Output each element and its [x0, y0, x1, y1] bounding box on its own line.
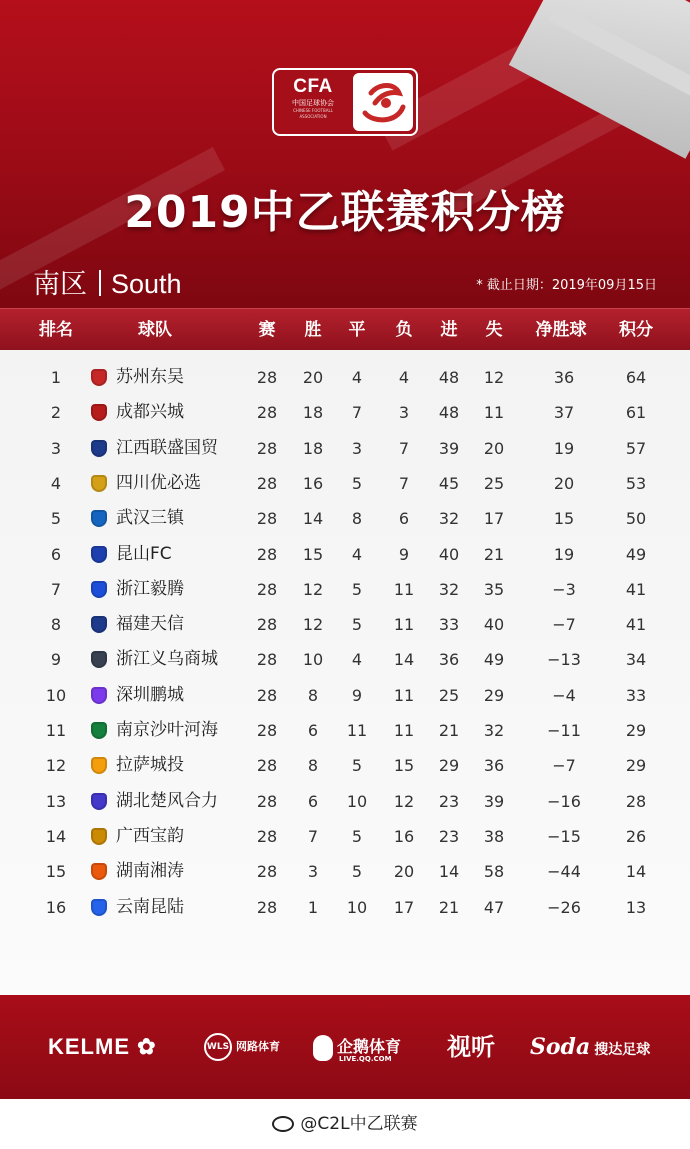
cell-drawn: 3 [351, 438, 363, 458]
cell-gd: −3 [552, 579, 576, 599]
team-name: 广西宝韵 [116, 825, 184, 846]
cell-played: 28 [256, 509, 278, 529]
cell-ga: 47 [483, 897, 505, 917]
cell-drawn: 10 [346, 791, 368, 811]
cell-pts: 53 [625, 473, 647, 493]
cell-played: 28 [256, 615, 278, 635]
cell-gf: 23 [438, 826, 460, 846]
cell-gf: 33 [438, 615, 460, 635]
team-name: 四川优必选 [116, 472, 201, 493]
team-crest-icon [91, 369, 107, 386]
cell-played: 28 [256, 685, 278, 705]
cell-rank: 14 [45, 826, 67, 846]
cell-won: 10 [302, 650, 324, 670]
cell-gf: 48 [438, 403, 460, 423]
cell-ga: 35 [483, 579, 505, 599]
cell-won: 16 [302, 473, 324, 493]
cell-drawn: 5 [351, 579, 363, 599]
col-rank: 排名 [39, 320, 73, 340]
cell-gd: −13 [547, 650, 581, 670]
cell-drawn: 11 [346, 721, 368, 740]
cell-pts: 41 [625, 615, 647, 635]
cell-pts: 41 [625, 579, 647, 599]
cell-lost: 11 [393, 579, 415, 599]
cell-ga: 12 [483, 368, 505, 387]
team-crest-icon [91, 475, 107, 492]
cell-played: 28 [256, 897, 278, 917]
cell-ga: 38 [483, 826, 505, 846]
cutoff-date: * 截止日期：2019年09月15日 [476, 278, 657, 293]
cell-played: 28 [256, 368, 278, 387]
cell-gd: 37 [553, 403, 575, 423]
cell-won: 15 [302, 544, 324, 564]
cell-gf: 14 [438, 862, 460, 882]
cell-gd: −16 [547, 791, 581, 811]
cell-drawn: 5 [351, 826, 363, 846]
cell-pts: 13 [625, 897, 647, 917]
col-drawn: 平 [348, 320, 366, 340]
table-row [0, 642, 690, 677]
col-played: 赛 [258, 320, 276, 340]
team-name: 昆山FC [116, 543, 172, 564]
cell-gf: 21 [438, 721, 460, 740]
cell-won: 7 [307, 826, 319, 846]
col-gf: 进 [440, 320, 458, 340]
cell-ga: 49 [483, 650, 505, 670]
cell-lost: 16 [393, 826, 415, 846]
team-name: 江西联盛国贸 [116, 437, 218, 458]
cell-gf: 32 [438, 509, 460, 529]
cell-played: 28 [256, 544, 278, 564]
team-crest-icon [91, 510, 107, 527]
cell-ga: 25 [483, 473, 505, 493]
team-name: 福建天信 [116, 614, 184, 635]
cell-pts: 49 [625, 544, 647, 564]
cell-lost: 3 [398, 403, 410, 423]
team-crest-icon [91, 757, 107, 774]
table-row [0, 678, 690, 713]
qq-sports-logo: 企鹅体育 LIVE.QQ.COM [313, 995, 401, 1099]
cell-played: 28 [256, 438, 278, 458]
region-en: South [111, 269, 182, 299]
wls-logo: WLS 网路体育 [204, 995, 280, 1099]
cell-played: 28 [256, 473, 278, 493]
team-name: 拉萨城投 [116, 755, 184, 776]
cell-played: 28 [256, 721, 278, 740]
team-crest-icon [91, 404, 107, 421]
cell-played: 28 [256, 862, 278, 882]
cell-ga: 32 [483, 721, 505, 740]
cell-rank: 16 [45, 897, 67, 917]
cell-lost: 15 [393, 756, 415, 776]
col-pts: 积分 [619, 320, 653, 340]
cell-gd: −7 [552, 615, 576, 635]
cell-played: 28 [256, 756, 278, 776]
cell-lost: 11 [393, 615, 415, 635]
cell-drawn: 8 [351, 509, 363, 529]
team-name: 云南昆陆 [116, 896, 184, 917]
cell-rank: 10 [45, 685, 67, 705]
cell-lost: 7 [398, 438, 410, 458]
team-crest-icon [91, 687, 107, 704]
team-crest-icon [91, 828, 107, 845]
cell-pts: 34 [625, 650, 647, 670]
weibo-icon [272, 1116, 294, 1132]
penguin-icon [313, 1035, 333, 1061]
cell-ga: 11 [483, 403, 505, 423]
cell-won: 8 [307, 756, 319, 776]
table-row [0, 854, 690, 889]
cell-gf: 23 [438, 791, 460, 811]
table-row [0, 819, 690, 854]
col-gd: 净胜球 [535, 320, 587, 340]
col-team: 球队 [138, 320, 172, 340]
table-row [0, 572, 690, 607]
cell-gd: 19 [553, 544, 575, 564]
cell-drawn: 5 [351, 756, 363, 776]
cell-won: 18 [302, 438, 324, 458]
col-won: 胜 [304, 320, 322, 340]
cell-gf: 25 [438, 685, 460, 705]
cell-drawn: 4 [351, 650, 363, 670]
cell-rank: 2 [50, 403, 62, 423]
cell-ga: 21 [483, 544, 505, 564]
cell-pts: 29 [625, 756, 647, 776]
cell-gd: −7 [552, 756, 576, 776]
team-name: 深圳鹏城 [116, 684, 184, 705]
league-emblem-icon [353, 73, 413, 131]
cell-gd: −15 [547, 826, 581, 846]
cell-lost: 17 [393, 897, 415, 917]
cell-won: 8 [307, 685, 319, 705]
team-name: 苏州东吴 [116, 367, 184, 387]
cell-pts: 29 [625, 721, 647, 740]
cell-played: 28 [256, 826, 278, 846]
cell-pts: 28 [625, 791, 647, 811]
team-crest-icon [91, 546, 107, 563]
cell-ga: 39 [483, 791, 505, 811]
cfa-logo: CFA 中国足球协会 CHINESE FOOTBALL ASSOCIATION [272, 68, 418, 136]
cell-won: 18 [302, 403, 324, 423]
cell-played: 28 [256, 791, 278, 811]
cell-lost: 12 [393, 791, 415, 811]
cell-won: 12 [302, 615, 324, 635]
cell-gd: 19 [553, 438, 575, 458]
cell-gf: 32 [438, 579, 460, 599]
cell-drawn: 7 [351, 403, 363, 423]
cell-lost: 7 [398, 473, 410, 493]
cell-rank: 9 [50, 650, 62, 670]
cell-rank: 8 [50, 615, 62, 635]
standings-table [0, 350, 690, 995]
team-crest-icon [91, 899, 107, 916]
cell-gf: 36 [438, 650, 460, 670]
sponsor-bar [0, 995, 690, 1099]
cell-ga: 40 [483, 615, 505, 635]
cell-gf: 39 [438, 438, 460, 458]
team-name: 南京沙叶河海 [116, 720, 218, 740]
cell-rank: 3 [50, 438, 62, 458]
team-crest-icon [91, 863, 107, 880]
cell-drawn: 5 [351, 615, 363, 635]
soda-logo: Soda 搜达足球 [530, 1034, 651, 1060]
cell-gf: 29 [438, 756, 460, 776]
cell-rank: 11 [45, 721, 67, 740]
cell-played: 28 [256, 579, 278, 599]
cell-ga: 29 [483, 685, 505, 705]
weibo-handle: @C2L中乙联赛 [0, 1099, 690, 1149]
cell-gf: 45 [438, 473, 460, 493]
cell-ga: 17 [483, 509, 505, 529]
cell-lost: 20 [393, 862, 415, 882]
cell-played: 28 [256, 403, 278, 423]
table-row [0, 890, 690, 925]
team-name: 武汉三镇 [116, 508, 184, 529]
table-row [0, 431, 690, 466]
cell-pts: 50 [625, 509, 647, 529]
cell-pts: 64 [625, 368, 647, 387]
cell-gf: 48 [438, 368, 460, 387]
header-banner [0, 0, 690, 308]
table-row [0, 466, 690, 501]
cell-won: 12 [302, 579, 324, 599]
cell-ga: 20 [483, 438, 505, 458]
table-row [0, 713, 690, 748]
team-name: 成都兴城 [116, 402, 184, 423]
cell-pts: 33 [625, 685, 647, 705]
cell-won: 20 [302, 368, 324, 387]
paw-icon: ✿ [137, 1034, 157, 1059]
cell-lost: 4 [398, 368, 410, 387]
cell-gf: 40 [438, 544, 460, 564]
cell-lost: 6 [398, 509, 410, 529]
page-title: 2019中乙联赛积分榜 [124, 187, 566, 238]
team-crest-icon [91, 651, 107, 668]
team-crest-icon [91, 793, 107, 810]
col-lost: 负 [395, 320, 413, 340]
team-name: 浙江毅腾 [116, 578, 184, 599]
cell-lost: 11 [393, 685, 415, 705]
cell-won: 3 [307, 862, 319, 882]
cell-pts: 57 [625, 438, 647, 458]
table-row [0, 395, 690, 430]
cell-won: 14 [302, 509, 324, 529]
region-cn: 南区 [33, 269, 87, 299]
table-row [0, 607, 690, 642]
cell-gd: 15 [553, 509, 575, 529]
cell-won: 6 [307, 791, 319, 811]
cell-ga: 36 [483, 756, 505, 776]
cell-lost: 14 [393, 650, 415, 670]
cell-drawn: 4 [351, 544, 363, 564]
cell-rank: 4 [50, 473, 62, 493]
table-header [0, 308, 690, 351]
team-crest-icon [91, 440, 107, 457]
cell-drawn: 4 [351, 368, 363, 387]
cell-won: 6 [307, 721, 319, 740]
cell-rank: 13 [45, 791, 67, 811]
cell-gd: −26 [547, 897, 581, 917]
cell-pts: 14 [625, 862, 647, 882]
table-row [0, 748, 690, 783]
table-row [0, 537, 690, 572]
table-row [0, 784, 690, 819]
col-ga: 失 [485, 320, 503, 340]
cell-rank: 15 [45, 862, 67, 882]
team-crest-icon [91, 616, 107, 633]
cell-ga: 58 [483, 862, 505, 882]
cell-lost: 11 [393, 721, 415, 740]
cell-won: 1 [307, 897, 319, 917]
kelme-logo: KELME ✿ [48, 1034, 157, 1059]
cell-gf: 21 [438, 897, 460, 917]
team-crest-icon [91, 581, 107, 598]
cell-drawn: 5 [351, 862, 363, 882]
cell-pts: 26 [625, 826, 647, 846]
cell-gd: 20 [553, 473, 575, 493]
cell-pts: 61 [625, 403, 647, 423]
cell-drawn: 9 [351, 685, 363, 705]
cell-rank: 1 [50, 368, 62, 387]
cell-rank: 6 [50, 544, 62, 564]
cell-drawn: 5 [351, 473, 363, 493]
cell-rank: 12 [45, 756, 67, 776]
cell-gd: −44 [547, 862, 581, 882]
team-name: 湖北楚风合力 [116, 790, 218, 811]
cell-rank: 7 [50, 579, 62, 599]
team-name: 湖南湘涛 [116, 861, 184, 882]
cell-played: 28 [256, 650, 278, 670]
cell-gd: 36 [553, 368, 575, 387]
team-name: 浙江义乌商城 [116, 649, 218, 670]
cell-gd: −4 [552, 685, 576, 705]
table-row [0, 360, 690, 395]
cell-gd: −11 [547, 721, 581, 740]
region-label [33, 262, 182, 301]
team-crest-icon [91, 722, 107, 739]
cell-lost: 9 [398, 544, 410, 564]
cell-rank: 5 [50, 509, 62, 529]
sx-logo: 视听 [447, 1032, 495, 1061]
cell-drawn: 10 [346, 897, 368, 917]
table-row [0, 501, 690, 536]
